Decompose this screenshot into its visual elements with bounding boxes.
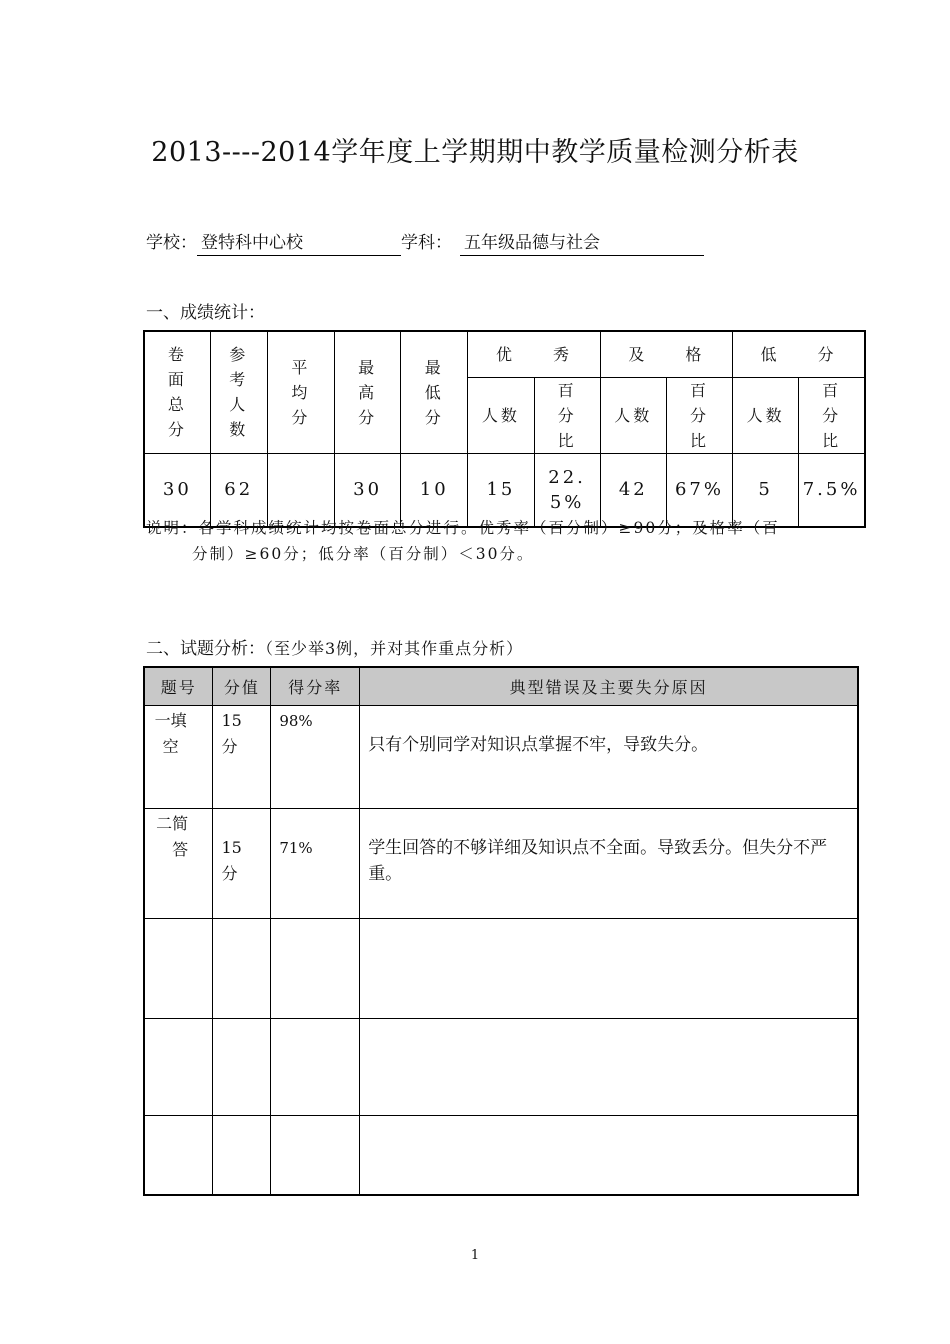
header-excellent: 优 秀 (468, 331, 600, 377)
school-subject-line (146, 228, 704, 256)
header-low: 低 分 (733, 331, 865, 377)
header-pass-count: 人数 (600, 377, 666, 453)
analysis-header-reason: 典型错误及主要失分原因 (360, 667, 858, 706)
value-total: 30 (144, 453, 210, 527)
row1-score: 15分 (213, 706, 271, 809)
table-row (144, 1116, 858, 1195)
row2-reason: 学生回答的不够详细及知识点不全面。导致丢分。但失分不严重。 (360, 809, 858, 919)
section2-heading (146, 634, 523, 659)
score-stats-table (143, 330, 866, 528)
header-pass: 及 格 (600, 331, 732, 377)
value-highest: 30 (335, 453, 401, 527)
header-highest: 最高分 (335, 331, 401, 453)
row2-rate: 71% (271, 809, 360, 919)
row2-score: 15分 (213, 809, 271, 919)
value-pass-percent: 67% (666, 453, 732, 527)
value-low-count: 5 (733, 453, 799, 527)
header-low-count: 人数 (733, 377, 799, 453)
value-excellent-count: 15 (468, 453, 534, 527)
remark-line2: 分制）≥60分；低分率（百分制）＜30分。 (192, 545, 535, 563)
value-pass-count: 42 (600, 453, 666, 527)
subject-label: 学科： (401, 233, 452, 253)
row5-score (213, 1116, 271, 1195)
row4-score (213, 1019, 271, 1116)
table-row (144, 919, 858, 1019)
analysis-header-score: 分值 (213, 667, 271, 706)
row3-score (213, 919, 271, 1019)
value-low-percent: 7.5% (799, 453, 865, 527)
analysis-header-question: 题号 (144, 667, 213, 706)
row1-question: 一填空 (144, 706, 213, 809)
row5-question (144, 1116, 213, 1195)
row4-reason (360, 1019, 858, 1116)
analysis-header-rate: 得分率 (271, 667, 360, 706)
header-excellent-percent: 百分比 (534, 377, 600, 453)
page-title: 2013----2014学年度上学期期中教学质量检测分析表 (151, 137, 799, 168)
table-row (144, 809, 858, 919)
remark (146, 515, 826, 567)
value-excellent-percent: 22.5% (534, 453, 600, 527)
row2-question: 二简答 (144, 809, 213, 919)
row3-question (144, 919, 213, 1019)
question-analysis-table (143, 666, 859, 1196)
row4-rate (271, 1019, 360, 1116)
header-low-percent: 百分比 (799, 377, 865, 453)
header-participants: 参考人数 (210, 331, 267, 453)
header-average: 平均分 (267, 331, 334, 453)
header-pass-percent: 百分比 (666, 377, 732, 453)
value-lowest: 10 (401, 453, 468, 527)
row1-reason: 只有个别同学对知识点掌握不牢，导致失分。 (360, 706, 858, 809)
row4-question (144, 1019, 213, 1116)
section1-title: 一、成绩统计： (146, 303, 265, 323)
school-label: 学校： (146, 233, 197, 253)
section2-title: 二、试题分析： (146, 639, 265, 659)
row3-rate (271, 919, 360, 1019)
subject-value: 五年级品德与社会 (460, 228, 704, 256)
school-value: 登特科中心校 (197, 228, 401, 256)
table-row (144, 706, 858, 809)
section2-note: （至少举3例，并对其作重点分析） (265, 639, 524, 658)
header-lowest: 最低分 (401, 331, 468, 453)
row1-rate: 98% (271, 706, 360, 809)
row5-rate (271, 1116, 360, 1195)
header-total: 卷面总分 (144, 331, 210, 453)
row5-reason (360, 1116, 858, 1195)
value-participants: 62 (210, 453, 267, 527)
table-row (144, 1019, 858, 1116)
header-excellent-count: 人数 (468, 377, 534, 453)
page-number: 1 (470, 1248, 480, 1263)
row3-reason (360, 919, 858, 1019)
remark-line1: 说明：各学科成绩统计均按卷面总分进行。优秀率（百分制）≥90分；及格率（百 (146, 519, 780, 537)
